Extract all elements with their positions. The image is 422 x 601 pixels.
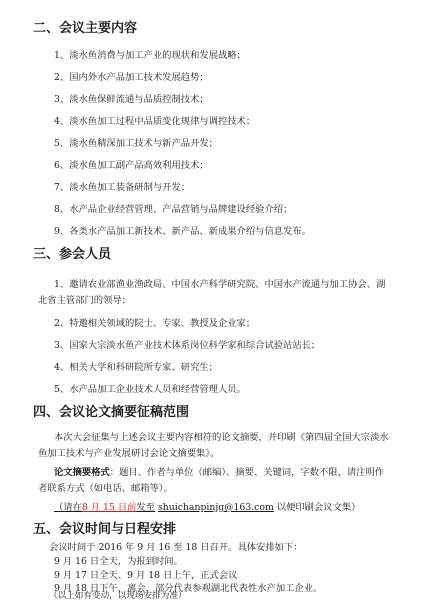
note-open: （请在 <box>54 502 82 513</box>
section-3-item: 4、相关大学和科研院所专家、研究生； <box>54 362 218 373</box>
section-2-item: 3、淡水鱼保鲜流通与品质控制技术； <box>54 94 209 105</box>
section-3-item-1-line-2: 北省主管部门的领导； <box>38 295 131 306</box>
submission-note <box>54 502 360 514</box>
section-2-item: 5、淡水鱼精深加工技术与新产品开发； <box>54 138 218 149</box>
section-2-item: 6、淡水鱼加工副产品高效利用技术； <box>54 160 209 171</box>
section-4-paragraph-1-line-2: 鱼加工技术与产业发展研讨会论文摘要集》。 <box>38 448 220 459</box>
schedule-line: 9 月 18 日下午，离会，部分代表参观湖北代表性水产加工企业。 <box>54 583 323 594</box>
section-4-paragraph-2-line-2: 者联系方式（如电话、邮箱等）。 <box>38 483 173 494</box>
section-5-heading: 五、会议时间与日程安排 <box>33 522 177 537</box>
section-2-item: 2、国内外水产品加工技术发展趋势； <box>54 72 209 83</box>
section-4-paragraph-1-line-1: 本次大会征集与上述会议主要内容相符的论文摘要，并印刷《第四届全国大宗淡水 <box>54 432 389 443</box>
section-3-item: 3、国家大宗淡水鱼产业技术体系岗位科学家和综合试验站站长； <box>54 340 321 351</box>
section-2-item: 8、水产品企业经营管理、产品营销与品牌建设经验介绍； <box>54 204 293 215</box>
section-2-item: 1、淡水鱼消费与加工产业的现状和发展战略； <box>54 50 246 61</box>
abstract-format-text: ：题目、作者与单位（邮编）、摘要、关键词，字数不限，请注明作 <box>109 467 385 478</box>
submission-deadline: 8 月 15 日前 <box>81 502 137 513</box>
note-send: 发至 <box>136 502 156 513</box>
submission-email[interactable]: shuichanpinjg@163.com <box>158 502 274 513</box>
schedule-note: （以上如有变动，以现场安排为准） <box>49 591 187 601</box>
section-2-item: 4、淡水鱼加工过程中品质变化规律与调控技术； <box>54 116 256 127</box>
section-3-item-1-line-1: 1、邀请农业部渔业渔政局、中国水产科学研究院、中国水产流通与加工协会、湖 <box>54 279 386 290</box>
section-4-paragraph-2-line-1 <box>54 467 384 479</box>
section-2-item: 9、各类水产品加工新技术、新产品、新成果介绍与信息发布。 <box>54 226 311 237</box>
section-4-heading: 四、会议论文摘要征稿范围 <box>33 405 190 420</box>
section-2-item: 7、淡水鱼加工装备研制与开发； <box>54 182 191 193</box>
schedule-line: 9 月 16 日全天，为报到时间。 <box>54 556 183 567</box>
abstract-format-label: 论文摘要格式 <box>54 467 110 478</box>
section-3-item: 2、特邀相关领域的院士、专家、教授及企业家； <box>54 318 256 329</box>
section-2-heading: 二、会议主要内容 <box>33 21 138 36</box>
schedule-line: 会议时间于 2016 年 9 月 16 至 18 日召开。具体安排如下： <box>49 542 303 553</box>
note-close: 以便印刷会议文集） <box>276 502 361 513</box>
schedule-line: 9 月 17 日全天、9 月 18 日上午，正式会议 <box>54 570 238 581</box>
section-3-item: 5、水产品加工企业技术人员和经营管理人员。 <box>54 384 246 395</box>
section-3-heading: 三、参会人员 <box>33 247 112 262</box>
